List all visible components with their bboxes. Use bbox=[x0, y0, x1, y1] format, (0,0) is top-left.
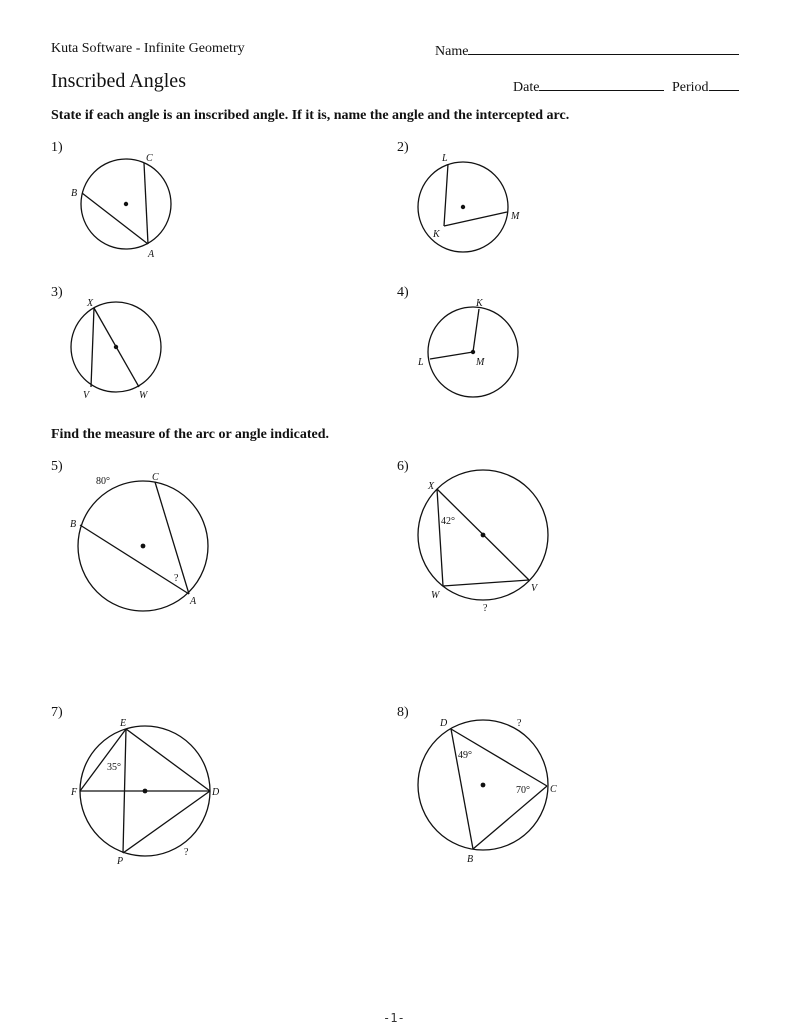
fig2-label-M: M bbox=[511, 211, 520, 222]
fig1-chord-CA bbox=[144, 163, 148, 244]
fig5-unknown: ? bbox=[174, 573, 179, 584]
problem-7-number: 7) bbox=[51, 705, 63, 720]
fig8-chord-DB bbox=[451, 729, 473, 849]
fig3-label-X: X bbox=[87, 298, 94, 309]
fig8-chord-BC bbox=[473, 786, 547, 849]
fig1-label-B: B bbox=[71, 188, 78, 199]
fig8-unknown: ? bbox=[517, 718, 522, 729]
fig5-given-arc: 80° bbox=[96, 476, 110, 487]
period-label: Period bbox=[672, 80, 709, 95]
page-title: Inscribed Angles bbox=[51, 70, 186, 92]
fig3-label-W: W bbox=[139, 390, 148, 401]
fig4-label-L: L bbox=[418, 357, 424, 368]
fig5-chord-CA bbox=[155, 482, 189, 594]
fig3-chord-XV bbox=[91, 308, 94, 387]
fig6-label-X: X bbox=[428, 481, 435, 492]
fig5-label-C: C bbox=[152, 472, 159, 483]
fig6-chord-WV bbox=[443, 580, 529, 586]
instructions-section-1: State if each angle is an inscribed angle. If it is, name the angle and the intercepted arc. bbox=[51, 108, 570, 123]
fig8-label-B: B bbox=[467, 854, 474, 865]
fig7-label-D: D bbox=[212, 787, 220, 798]
fig7-label-F: F bbox=[71, 787, 78, 798]
fig7-label-E: E bbox=[120, 718, 127, 729]
problem-6-number: 6) bbox=[397, 459, 409, 474]
fig6-label-V: V bbox=[531, 583, 538, 594]
fig7-chord-ED bbox=[126, 729, 210, 791]
fig2-chord-LK bbox=[444, 164, 448, 226]
fig6-unknown: ? bbox=[483, 603, 488, 614]
fig8-label-D: D bbox=[440, 718, 448, 729]
fig4-radius-MK bbox=[473, 309, 479, 352]
fig5-center bbox=[141, 544, 146, 549]
fig1-chord-BA bbox=[82, 193, 148, 244]
fig4-label-M: M bbox=[476, 357, 485, 368]
fig4-label-K: K bbox=[476, 298, 483, 309]
problem-5-number: 5) bbox=[51, 459, 63, 474]
fig2-label-K: K bbox=[433, 229, 440, 240]
fig8-given-angle-C: 70° bbox=[516, 785, 530, 796]
fig6-given-angle: 42° bbox=[441, 516, 455, 527]
fig1-label-A: A bbox=[148, 249, 155, 260]
fig2-label-L: L bbox=[442, 153, 448, 164]
fig6-chord-XW bbox=[437, 489, 443, 586]
fig1-center bbox=[124, 202, 128, 206]
fig7-given-angle: 35° bbox=[107, 762, 121, 773]
fig5-label-A: A bbox=[190, 596, 197, 607]
fig8-given-angle-D: 49° bbox=[458, 750, 472, 761]
instructions-section-2: Find the measure of the arc or angle indicated. bbox=[51, 427, 330, 442]
fig1-label-C: C bbox=[146, 153, 153, 164]
problem-8-number: 8) bbox=[397, 705, 409, 720]
software-credit: Kuta Software - Infinite Geometry bbox=[51, 41, 245, 56]
fig3-chord-XW bbox=[94, 308, 139, 387]
fig3-label-V: V bbox=[83, 390, 90, 401]
fig8-label-C: C bbox=[550, 784, 557, 795]
problem-3-number: 3) bbox=[51, 285, 63, 300]
page-number: -1- bbox=[383, 1011, 405, 1025]
fig8-center bbox=[481, 783, 486, 788]
problem-2-number: 2) bbox=[397, 140, 409, 155]
fig2-center bbox=[461, 205, 465, 209]
fig5-chord-BA bbox=[80, 525, 189, 594]
fig7-label-P: P bbox=[117, 856, 124, 867]
fig7-chord-PD bbox=[123, 791, 210, 853]
problem-1-number: 1) bbox=[51, 140, 63, 155]
fig5-label-B: B bbox=[70, 519, 77, 530]
fig7-chord-EF bbox=[80, 729, 126, 791]
fig6-chord-XV bbox=[437, 489, 529, 580]
fig2-chord-KM bbox=[444, 212, 507, 226]
fig4-radius-ML bbox=[430, 352, 473, 359]
date-label: Date bbox=[513, 80, 540, 95]
problem-4-number: 4) bbox=[397, 285, 409, 300]
fig7-unknown: ? bbox=[184, 847, 189, 858]
name-label: Name bbox=[435, 44, 469, 59]
fig6-label-W: W bbox=[431, 590, 440, 601]
